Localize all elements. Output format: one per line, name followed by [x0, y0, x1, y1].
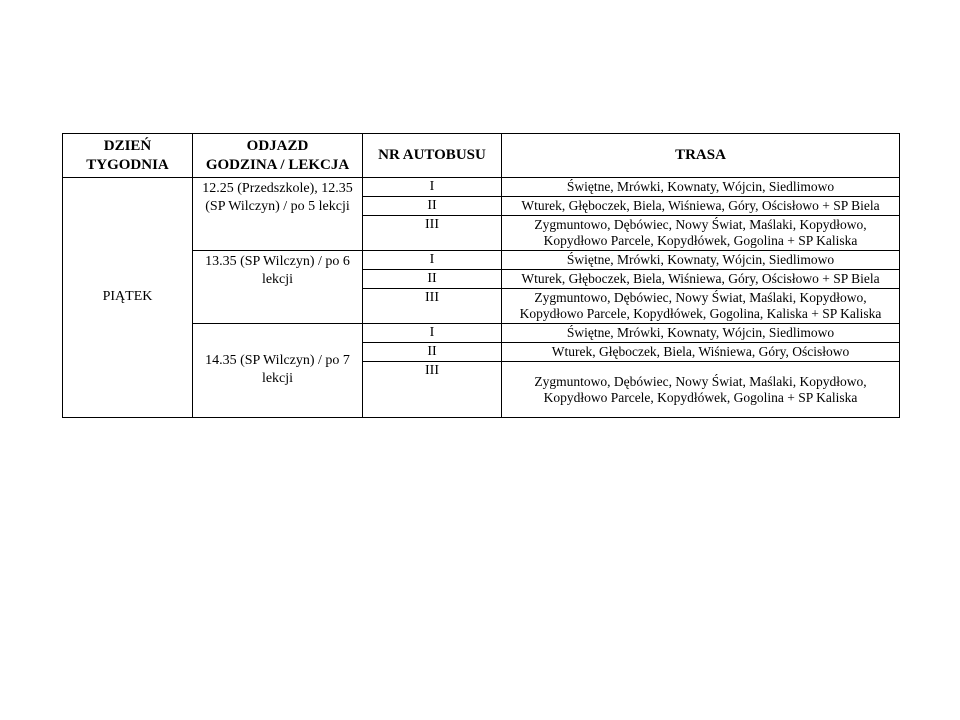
route-cell: Świętne, Mrówki, Kownaty, Wójcin, Siedlimowo [502, 178, 900, 197]
bus-schedule-table [62, 133, 900, 418]
header-day [63, 134, 193, 178]
bus-number-cell: III [363, 216, 502, 251]
bus-number-cell: II [363, 197, 502, 216]
route-cell: Wturek, Głęboczek, Biela, Wiśniewa, Góry, Ościsłowo [502, 343, 900, 362]
bus-number-cell: I [363, 178, 502, 197]
route-cell: Świętne, Mrówki, Kownaty, Wójcin, Siedlimowo [502, 324, 900, 343]
header-departure-line1: ODJAZD [246, 137, 309, 154]
bus-number-cell: III [363, 362, 502, 418]
bus-number-cell: III [363, 289, 502, 324]
departure-time-cell: 14.35 (SP Wilczyn) / po 7 lekcji [193, 324, 363, 418]
route-cell: Wturek, Głęboczek, Biela, Wiśniewa, Góry, Ościsłowo + SP Biela [502, 270, 900, 289]
route-cell: Świętne, Mrówki, Kownaty, Wójcin, Siedlimowo [502, 251, 900, 270]
route-cell: Zygmuntowo, Dębówiec, Nowy Świat, Maślaki, Kopydłowo, Kopydłowo Parcele, Kopydłówek, Gogolina + SP Kaliska [502, 216, 900, 251]
header-departure-line2: GODZINA / LEKCJA [205, 156, 350, 173]
bus-number-cell: I [363, 251, 502, 270]
bus-number-cell: II [363, 270, 502, 289]
header-row [63, 134, 900, 178]
bus-number-cell: II [363, 343, 502, 362]
header-day-line1: DZIEŃ [103, 137, 152, 154]
departure-time-cell: 13.35 (SP Wilczyn) / po 6 lekcji [193, 251, 363, 324]
header-route: TRASA [502, 134, 900, 178]
route-cell: Wturek, Głęboczek, Biela, Wiśniewa, Góry, Ościsłowo + SP Biela [502, 197, 900, 216]
departure-time-cell: 12.25 (Przedszkole), 12.35 (SP Wilczyn) / po 5 lekcji [193, 178, 363, 251]
route-cell: Zygmuntowo, Dębówiec, Nowy Świat, Maślaki, Kopydłowo, Kopydłowo Parcele, Kopydłówek, Gogolina + SP Kaliska [502, 362, 900, 418]
route-cell: Zygmuntowo, Dębówiec, Nowy Świat, Maślaki, Kopydłowo, Kopydłowo Parcele, Kopydłówek, Gogolina, Kaliska + SP Kaliska [502, 289, 900, 324]
header-day-line2: TYGODNIA [86, 156, 169, 173]
bus-number-cell: I [363, 324, 502, 343]
table-row [63, 178, 900, 197]
day-cell: PIĄTEK [63, 178, 193, 418]
header-departure [193, 134, 363, 178]
header-bus: NR AUTOBUSU [363, 134, 502, 178]
